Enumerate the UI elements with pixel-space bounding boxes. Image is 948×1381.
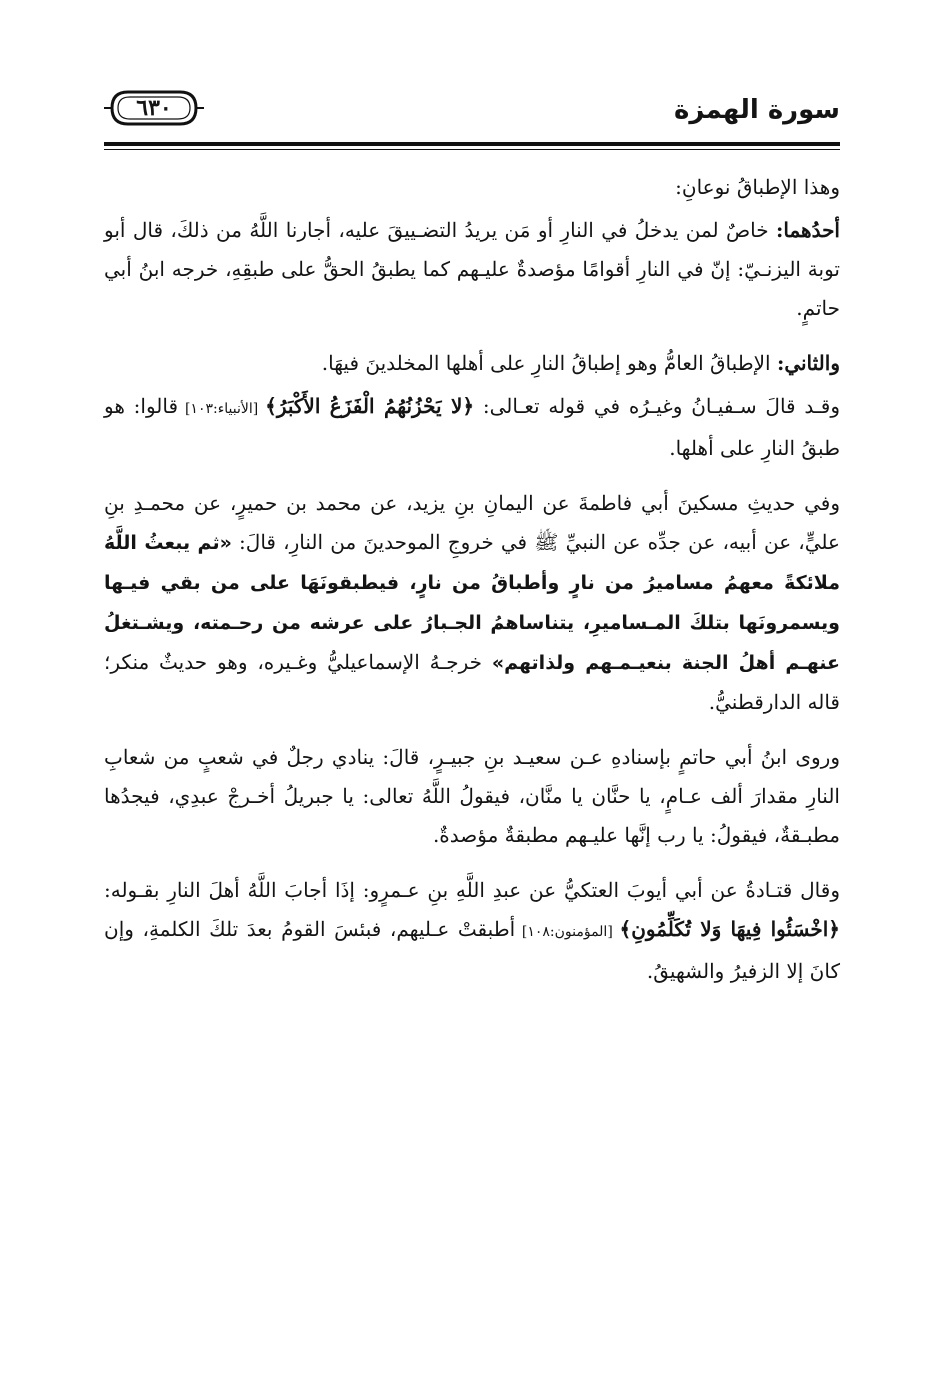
quran-verse: ﴿اخْسَئُوا فِيهَا وَلا تُكَلِّمُونِ﴾: [619, 917, 840, 941]
verse-citation: [الأنبياء:١٠٣]: [178, 401, 266, 417]
quran-verse: ﴿لا يَحْزُنُهُمُ الْفَزَعُ الأَكْبَرُ﴾: [265, 394, 475, 418]
paragraph-ibn-abi-hatim: وروى ابنُ أبي حاتمٍ بإسنادهِ عـن سعيـد بنِ جبيـرٍ، قالَ: ينادي رجلٌ في شعبٍ من شعابِ النارِ مقدارَ ألف عـامٍ، يا حنَّان يا منَّان، فيقولُ اللَّهُ تعالى: يا جبريلُ أخـرجْ عبدِي، فيجدُها مطبـقةٌ، فيقولُ: يا رب إنَّها عليـهم مطبقةٌ مؤصدةٌ.: [104, 745, 840, 847]
hadith-quote: «ثم يبعثُ اللَّهُ ملائكةً معهمُ مساميرُ من نارٍ وأطباقُ من نارٍ، فيطبقونَهَا على من بقي فيـها ويسمرونَها بتلكَ المـساميرِ، يتناساهمُ الجـبارُ على عرشه من رحـمته، ويشـتغلُ عنهـم أهلُ الجنة بنعيـمـهم ولذاتهم»: [104, 532, 840, 674]
paragraph-text: خاصٌ لمن يدخلُ في النارِ أو مَن يريدُ التضـييقَ عليه، أجارنا اللَّهُ من ذلكَ، قال أبو توبة اليزنـيّ: إنّ في النارِ أقوامًا مؤصدةٌ عليـهم كما يطبقُ الحقُّ على طبقِهِ، خرجه ابنُ أبي حاتمٍ.: [104, 218, 840, 320]
paragraph-text: الإطباقُ العامُّ وهو إطباقُ النارِ على أهلها المخلدينَ فيهَا.: [321, 351, 777, 375]
paragraph-second-type: [104, 344, 840, 383]
verse-citation: [المؤمنون:١٠٨]: [515, 924, 620, 940]
paragraph-text: قالوا: هو طبقُ النارِ على أهلها.: [104, 394, 840, 460]
page-number-badge: [104, 88, 204, 128]
paragraph-intro: وهذا الإطباقُ نوعانِ:: [675, 175, 840, 199]
paragraph-hadith: [104, 484, 840, 722]
paragraph-qatada: [104, 871, 840, 991]
running-title: سورة الهمزة: [673, 95, 840, 125]
paragraph-text: وفي حديثِ مسكينَ أبي فاطمةَ عن اليمانِ بنِ يزيد، عن محمد بن حميرٍ، عن محمـدِ بنِ عليٍّ، عن أبيه، عن جدِّه عن النبيِّ ﷺ في خروجِ الموحدينَ من النارِ، قالَ:: [104, 491, 840, 554]
page-body: [104, 168, 840, 1007]
page-number: ٦٣٠: [136, 95, 172, 121]
paragraph-sufyan: [104, 387, 840, 468]
paragraph-lead: والثاني:: [776, 351, 840, 375]
paragraph-text: وقـد قالَ سـفيـانُ وغيـرُه في قوله تعـالى:: [474, 394, 840, 418]
header-divider-thin: [104, 149, 840, 150]
paragraph-text: خرجـهُ الإسماعيليُّ وغـيره، وهو حديثٌ منكر؛ قاله الدارقطنيُّ.: [104, 650, 840, 714]
paragraph-text: وقال قتـادةُ عن أبي أيوبَ العتكيُّ عن عبدِ اللَّهِ بنِ عـمرٍو: إذَا أجابَ اللَّهُ أهلَ النارِ بقـوله:: [104, 878, 840, 902]
page-header: [104, 84, 840, 140]
paragraph-text: أطبقتْ عـليهم، فبئسَ القومُ بعدَ تلكَ الكلمةِ، وإن كانَ إلا الزفيرُ والشهيقُ.: [104, 917, 840, 983]
paragraph-first-type: [104, 211, 840, 328]
paragraph-lead: أحدُهما:: [775, 218, 840, 242]
header-divider: [104, 142, 840, 146]
